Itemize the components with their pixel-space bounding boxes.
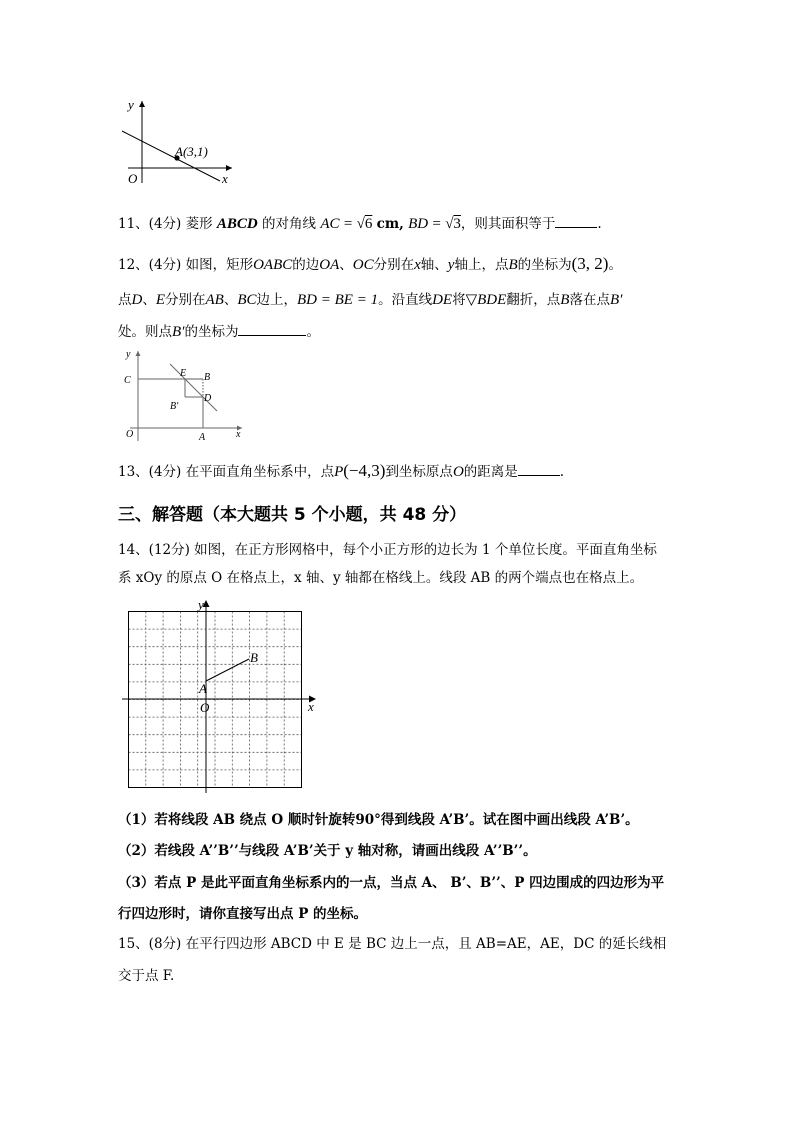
question-14-sub3a: （3）若点 P 是此平面直角坐标系内的一点，当点 A、 B’、B’’、P 四边围成的四边形为平 xyxy=(118,875,665,891)
q12-text: 分别在 xyxy=(165,292,206,308)
q13-o: O xyxy=(452,464,464,480)
origin-label: O xyxy=(200,700,210,715)
q12-oabc: OABC xyxy=(253,257,293,273)
q12-text: 处。则点 xyxy=(118,324,172,340)
y-axis-arrow xyxy=(136,351,141,356)
section-3-heading: 三、解答题（本大题共 5 个小题，共 48 分） xyxy=(118,505,467,525)
q12-blank xyxy=(238,321,306,336)
q11-sqrt3: √3 xyxy=(445,216,461,232)
q12-x: x xyxy=(414,257,421,273)
q11-mid: 的对角线 xyxy=(262,216,317,232)
q10-figure xyxy=(110,95,240,190)
q12-bc: BC xyxy=(237,292,257,308)
point-a-label: A(3,1) xyxy=(175,144,208,159)
y-label: y xyxy=(128,97,134,112)
question-14-sub1: （1）若将线段 AB 绕点 O 顺时针旋转90°得到线段 A’B’。试在图中画出线段 A’B’。 xyxy=(118,812,639,828)
q13-text: 到坐标原点 xyxy=(385,464,453,480)
q13-end: . xyxy=(559,464,565,480)
q12-text: 、 xyxy=(142,292,156,308)
q11-sqrt6: √6 xyxy=(356,216,373,232)
question-12-line2 xyxy=(118,290,622,310)
question-15-line2: 交于点 F. xyxy=(118,968,175,984)
q12-bdbe: BD = BE = 1 xyxy=(297,292,379,308)
q12-text: 。沿直线 xyxy=(378,292,433,308)
q12-text: 。 xyxy=(306,324,320,340)
q12-oa: OA xyxy=(319,257,340,273)
q12-coord: (3, 2) xyxy=(571,254,609,273)
question-12-line3 xyxy=(118,321,320,342)
question-15-line1: 15、(8分) 在平行四边形 ABCD 中 E 是 BC 边上一点，且 AB=AE，AE，DC 的延长线相 xyxy=(118,936,667,952)
q11-blank xyxy=(555,213,597,228)
q12-text: 的边 xyxy=(292,257,320,273)
q12-b: B xyxy=(560,292,570,308)
q12-ab: AB xyxy=(205,292,224,308)
q12-text: 的坐标为 xyxy=(184,324,239,340)
q11-sqrt3-value: 3 xyxy=(453,216,461,232)
question-14-sub2: （2）若线段 A’’B’’与线段 A’B’关于 y 轴对称，请画出线段 A’’B’’。 xyxy=(118,843,537,859)
q11-eq2: = xyxy=(432,216,441,232)
q12-bprime: B′ xyxy=(609,292,623,308)
b-prime-label: B′ xyxy=(170,401,179,412)
q12-oc: OC xyxy=(352,257,374,273)
q12-text: 将 xyxy=(452,292,466,308)
q11-suffix: ，则其面积等于 xyxy=(460,216,556,232)
q11-prefix: 11、(4分) 菱形 xyxy=(118,216,213,232)
q12-text: 、 xyxy=(339,257,353,273)
q12-text: 落在点 xyxy=(569,292,610,308)
y-axis-arrow xyxy=(139,101,145,107)
q12-text: 轴、 xyxy=(420,257,448,273)
q12-y: y xyxy=(447,257,455,273)
q11-name: ABCD xyxy=(216,216,258,232)
a-label: A xyxy=(199,432,206,443)
q11-sqrt6-value: 6 xyxy=(364,216,373,232)
q12-text: 边上， xyxy=(256,292,298,308)
question-12-line1 xyxy=(118,254,622,275)
q12-text: 12、(4分) 如图，矩形 xyxy=(118,257,254,273)
q13-text: 13、(4分) 在平面直角坐标系中，点 xyxy=(118,464,335,480)
q12-b: B xyxy=(508,257,518,273)
q12-text: 点 xyxy=(118,292,132,308)
origin-label: O xyxy=(128,171,138,186)
d-label: D xyxy=(204,393,212,404)
b-label: B xyxy=(250,650,258,665)
q13-coord: (−4,3) xyxy=(343,461,386,480)
question-11 xyxy=(118,213,602,234)
a-label: A xyxy=(199,681,207,696)
q12-text: 。 xyxy=(608,257,622,273)
q11-bd: BD xyxy=(408,216,429,232)
q12-bprime: B′ xyxy=(172,324,185,340)
q13-text: 的距离是 xyxy=(463,464,518,480)
q12-e: E xyxy=(155,292,166,308)
q12-text: 、 xyxy=(223,292,238,308)
q13-blank xyxy=(518,461,560,476)
q11-end: . xyxy=(597,216,602,232)
x-label: x xyxy=(236,429,241,440)
question-13 xyxy=(118,461,564,482)
question-14-line1: 14、(12分) 如图，在正方形网格中，每个小正方形的边长为 1 个单位长度。平面直角坐标 xyxy=(118,542,657,558)
q12-text: 分别在 xyxy=(373,257,415,273)
question-14-sub3b: 行四边形时，请你直接写出点 P 的坐标。 xyxy=(118,906,368,922)
q11-unit: cm, xyxy=(376,216,404,232)
q12-figure xyxy=(118,347,250,445)
y-label: y xyxy=(126,349,131,360)
y-label: y xyxy=(198,597,204,612)
origin-label: O xyxy=(126,429,134,440)
q12-triangle: ▽BDE xyxy=(465,292,507,308)
c-label: C xyxy=(124,375,131,386)
segment-ab xyxy=(206,659,249,681)
x-label: x xyxy=(308,699,314,714)
question-14-line2: 系 xOy 的原点 O 在格点上，x 轴、y 轴都在格线上。线段 AB 的两个端点也在格点上。 xyxy=(118,570,644,586)
b-label: B xyxy=(204,372,211,383)
q14-grid-figure xyxy=(118,597,323,794)
q12-text: 轴上，点 xyxy=(454,257,509,273)
x-label: x xyxy=(222,171,228,186)
q12-text: 的坐标为 xyxy=(517,257,572,273)
q12-d: D xyxy=(131,292,143,308)
e-label: E xyxy=(180,368,187,379)
q11-eq1: = xyxy=(343,216,353,232)
q12-text: 翻折，点 xyxy=(506,292,561,308)
q12-de: DE xyxy=(432,292,453,308)
q13-p: P xyxy=(334,464,344,480)
q11-ac: AC xyxy=(320,216,340,232)
